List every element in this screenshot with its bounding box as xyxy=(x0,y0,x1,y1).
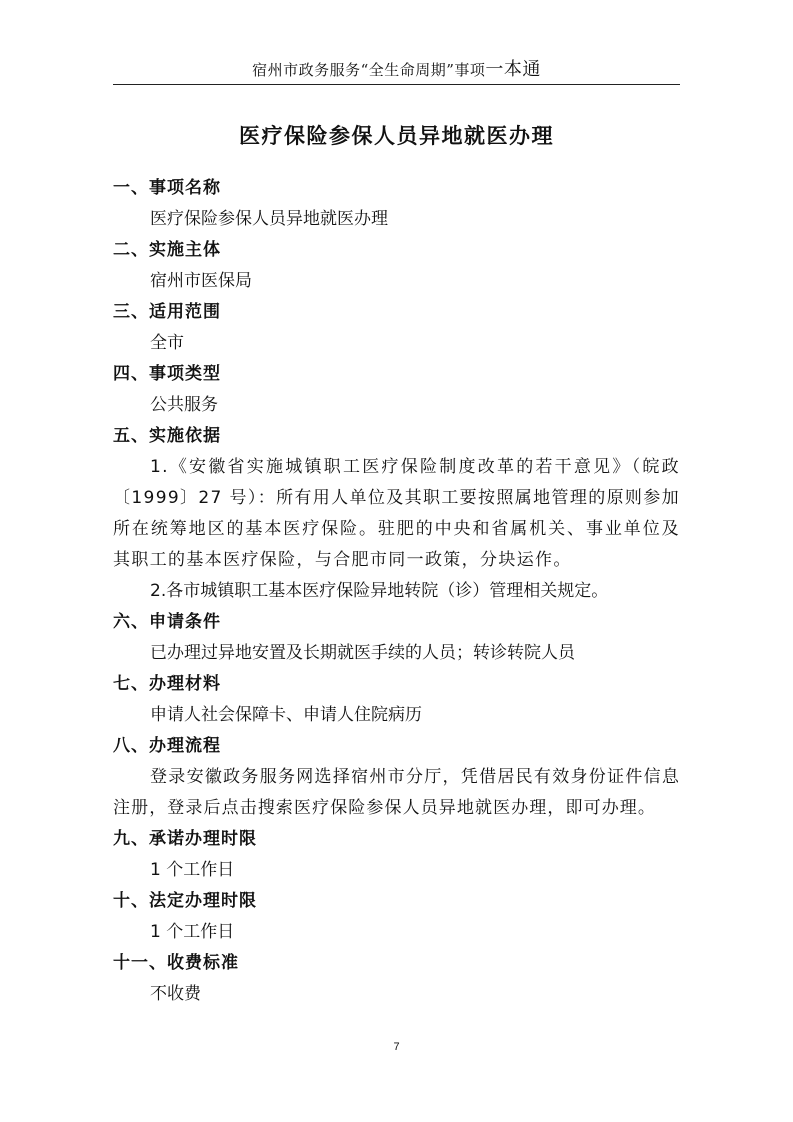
document-title: 医疗保险参保人员异地就医办理 xyxy=(239,124,554,148)
document-body xyxy=(113,173,680,1010)
section-heading-legal-time: 十、法定办理时限 xyxy=(113,891,257,911)
section-text-type: 公共服务 xyxy=(150,395,218,415)
section-heading-type: 四、事项类型 xyxy=(113,364,221,384)
section-heading-fee: 十一、收费标准 xyxy=(113,953,239,973)
section-heading-conditions: 六、申请条件 xyxy=(113,612,221,632)
section-text-legal-time: 1 个工作日 xyxy=(150,922,235,942)
section-heading-basis: 五、实施依据 xyxy=(113,426,221,446)
running-header-text: 宿州市政务服务“全生命周期”事项 xyxy=(252,61,486,79)
running-header xyxy=(0,60,793,80)
section-text-subject: 宿州市医保局 xyxy=(150,271,252,291)
section-heading-item-name: 一、事项名称 xyxy=(113,178,221,198)
basis-paragraph-2: 2.各市城镇职工基本医疗保险异地转院（诊）管理相关规定。 xyxy=(150,581,609,601)
basis-paragraph-1: 1.《安徽省实施城镇职工医疗保险制度改革的若干意见》（皖政〔1999〕27 号）：所有用人单位及其职工要按照属地管理的原则参加所在统筹地区的基本医疗保险。驻肥的中央和省属机关、事业单位及其职工的基本医疗保险，与合肥市同一政策，分块运作。 xyxy=(113,457,680,570)
section-text-conditions: 已办理过异地安置及长期就医手续的人员；转诊转院人员 xyxy=(150,643,575,663)
running-header-accent: 一本通 xyxy=(485,59,541,80)
header-rule xyxy=(113,84,680,85)
section-heading-scope: 三、适用范围 xyxy=(113,302,221,322)
section-text-process: 登录安徽政务服务网选择宿州市分厅，凭借居民有效身份证件信息注册，登录后点击搜索医疗保险参保人员异地就医办理，即可办理。 xyxy=(113,767,680,818)
section-text-promised-time: 1 个工作日 xyxy=(150,860,235,880)
section-text-item-name: 医疗保险参保人员异地就医办理 xyxy=(150,209,388,229)
page-number: 7 xyxy=(393,1041,400,1053)
section-heading-promised-time: 九、承诺办理时限 xyxy=(113,829,257,849)
section-heading-subject: 二、实施主体 xyxy=(113,240,221,260)
section-heading-process: 八、办理流程 xyxy=(113,736,221,756)
section-text-fee: 不收费 xyxy=(150,984,201,1004)
section-heading-materials: 七、办理材料 xyxy=(113,674,221,694)
section-text-materials: 申请人社会保障卡、申请人住院病历 xyxy=(150,705,422,725)
section-text-scope: 全市 xyxy=(150,333,184,353)
